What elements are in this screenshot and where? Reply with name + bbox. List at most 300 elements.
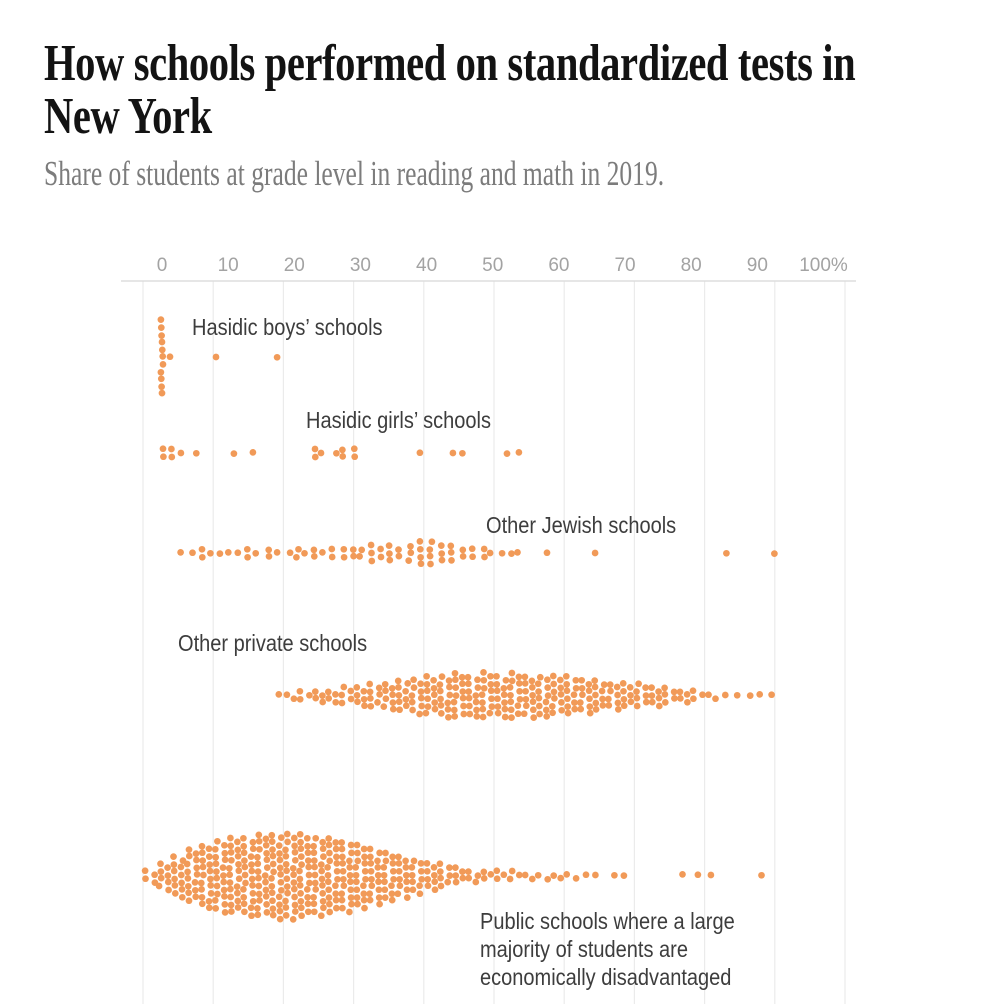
school-dot [240,886,247,893]
school-dot [486,710,493,717]
school-dot [206,853,213,860]
school-dot [214,838,221,845]
school-dot [479,691,486,698]
school-dot [165,872,172,879]
school-dot [338,839,345,846]
school-dot [158,316,165,323]
school-dot [254,854,261,861]
school-dot [156,883,163,890]
school-dot [409,707,416,714]
school-dot [250,890,257,897]
school-dot [168,446,175,453]
school-dot [516,872,523,879]
school-dot [459,680,466,687]
school-dot [194,871,201,878]
school-dot [431,685,438,692]
school-dot [319,699,326,706]
school-dot [599,702,606,709]
school-dot [438,710,445,717]
school-dot [621,702,628,709]
school-dot [712,695,719,702]
school-dot [255,883,262,890]
group-label-public-line-3: economically disadvantaged [480,964,732,990]
school-dot [320,853,327,860]
school-dot [475,684,482,691]
school-dot [213,868,220,875]
school-dot [544,676,551,683]
school-dot [346,858,353,865]
school-dot [535,872,542,879]
school-dot [411,684,418,691]
school-dot [170,853,177,860]
school-dot [577,699,584,706]
school-dot [263,850,270,857]
school-dot [332,890,339,897]
school-dot [427,561,434,568]
school-dot [515,710,522,717]
school-dot [250,898,257,905]
school-dot [425,882,432,889]
school-dot [390,876,397,883]
school-dot [378,554,385,561]
school-dot [627,692,634,699]
school-dot [214,883,221,890]
school-dot [487,871,494,878]
school-dot [312,872,319,879]
school-dot [722,692,729,699]
school-dot [171,876,178,883]
school-dot [252,550,259,557]
school-dot [621,872,628,879]
school-dot [509,868,516,875]
school-dot [222,856,229,863]
school-dot [234,549,241,556]
school-dot [549,703,556,710]
school-dot [557,875,564,882]
school-dot [264,864,271,871]
school-dot [591,677,598,684]
school-dot [507,876,514,883]
school-dot [417,890,424,897]
school-dot [409,864,416,871]
school-dot [514,549,521,556]
school-dot [250,845,257,852]
school-dot [319,839,326,846]
school-dot [268,832,275,839]
school-dot [386,557,393,564]
school-dot [437,688,444,695]
school-dot [424,687,431,694]
school-dot [579,685,586,692]
school-dot [381,878,388,885]
school-dot [310,843,317,850]
school-dot [262,879,269,886]
school-dot [319,890,326,897]
school-dot [564,687,571,694]
school-dot [276,842,283,849]
school-dot [601,681,608,688]
school-dot [382,894,389,901]
school-dot [334,876,341,883]
school-dot [587,710,594,717]
school-dot [159,339,166,346]
school-dot [292,857,299,864]
school-dot [325,689,332,696]
school-dot [410,676,417,683]
school-dot [192,893,199,900]
school-dot [423,710,430,717]
school-dot [382,681,389,688]
school-dot [662,699,669,706]
school-dot [292,902,299,909]
school-dot [325,695,332,702]
school-dot [282,847,289,854]
school-dot [493,681,500,688]
school-dot [375,878,382,885]
school-dot [207,876,214,883]
school-dot [522,872,529,879]
school-dot [255,875,262,882]
school-dot [158,375,165,382]
school-dot [368,550,375,557]
school-dot [319,692,326,699]
school-dot [583,871,590,878]
school-dot [212,905,219,912]
school-dot [298,904,305,911]
school-dot [705,691,712,698]
school-dot [268,875,275,882]
school-dot [192,887,199,894]
school-dot [695,871,702,878]
school-dot [656,695,663,702]
school-dot [142,867,149,874]
school-dot [290,871,297,878]
school-dot [227,843,234,850]
school-dot [172,882,179,889]
school-dot [348,696,355,703]
school-dot [522,680,529,687]
school-dot [184,869,191,876]
school-dot [376,685,383,692]
school-dot [255,868,262,875]
school-dot [605,696,612,703]
school-dot [362,868,369,875]
school-dot [157,860,164,867]
school-dot [448,557,455,564]
school-dot [241,900,248,907]
school-dot [374,858,381,865]
school-dot [171,861,178,868]
school-dot [324,864,331,871]
school-dot [185,875,192,882]
school-dot [368,882,375,889]
school-dot [564,703,571,710]
school-dot [360,882,367,889]
school-dot [445,706,452,713]
school-dot [529,678,536,685]
school-dot [407,543,414,550]
school-dot [333,846,340,853]
school-dot [185,889,192,896]
school-dot [165,887,172,894]
school-dot [270,912,277,919]
school-dot [320,904,327,911]
school-dot [198,880,205,887]
school-dot [495,703,502,710]
school-dot [339,854,346,861]
school-dot [220,879,227,886]
school-dot [274,549,281,556]
school-dot [395,854,402,861]
school-dot [276,850,283,857]
school-dot [178,872,185,879]
school-dot [758,872,765,879]
school-dot [366,681,373,688]
school-dot [228,849,235,856]
school-dot [165,879,172,886]
school-dot [256,846,263,853]
school-dot [671,689,678,696]
school-dot [544,549,551,556]
school-dot [212,854,219,861]
school-dot [158,383,165,390]
school-dot [383,695,390,702]
school-dot [403,878,410,885]
school-dot [256,838,263,845]
school-dot [254,911,261,918]
school-dot [264,909,271,916]
school-dot [536,703,543,710]
school-dot [367,860,374,867]
school-dot [634,695,641,702]
school-dot [460,553,467,560]
school-dot [304,843,311,850]
school-dot [193,850,200,857]
school-dot [325,878,332,885]
school-dot [501,691,508,698]
school-dot [231,450,238,457]
school-dot [734,692,741,699]
school-dot [437,860,444,867]
school-dot [171,868,178,875]
school-dot [333,860,340,867]
school-dot [768,691,775,698]
school-dot [530,714,537,721]
school-dot [423,673,430,680]
school-dot [158,369,165,376]
school-dot [254,860,261,867]
school-dot [283,904,290,911]
school-dot [573,875,580,882]
school-dot [573,685,580,692]
school-dot [305,849,312,856]
school-dot [319,549,326,556]
school-dot [500,871,507,878]
x-axis-tick-label-30: 30 [349,255,372,276]
school-dot [312,880,319,887]
school-dot [690,695,697,702]
school-dot [409,692,416,699]
school-dot [402,858,409,865]
school-dot [390,868,397,875]
school-dot [179,894,186,901]
school-dot [396,553,403,560]
school-dot [255,832,262,839]
school-dot [396,860,403,867]
school-dot [348,894,355,901]
school-dot [558,691,565,698]
school-dot [459,674,466,681]
school-dot [499,550,506,557]
school-dot [225,549,232,556]
school-dot [508,550,515,557]
school-dot [248,853,255,860]
school-dot [354,850,361,857]
school-dot [438,883,445,890]
group-label-hasidic-girls: Hasidic girls’ schools [306,407,491,433]
school-dot [284,691,291,698]
school-dot [502,706,509,713]
school-dot [684,699,691,706]
school-dot [234,898,241,905]
school-dot [586,687,593,694]
school-dot [509,670,516,677]
school-dot [466,711,473,718]
school-dot [142,875,149,882]
school-dot [374,699,381,706]
school-dot [507,684,514,691]
school-dot [200,872,207,879]
school-dot [160,453,167,460]
school-dot [212,897,219,904]
group-label-other-private: Other private schools [178,630,368,656]
school-dot [529,876,536,883]
school-dot [607,688,614,695]
school-dot [430,677,437,684]
school-dot [226,865,233,872]
school-dot [227,835,234,842]
school-dot [276,893,283,900]
x-axis-tick-label-20: 20 [283,255,305,276]
school-dot [396,876,403,883]
school-dot [241,857,248,864]
school-dot [481,875,488,882]
school-dot [311,547,318,554]
school-dot [269,846,276,853]
school-dot [353,878,360,885]
school-dot [635,680,642,687]
school-dot [297,688,304,695]
school-dot [236,875,243,882]
school-dot [381,872,388,879]
school-dot [278,879,285,886]
school-dot [550,872,557,879]
school-dot [301,550,308,557]
school-dot [368,542,375,549]
school-dot [311,908,318,915]
school-dot [367,703,374,710]
school-dot [347,688,354,695]
school-dot [354,901,361,908]
school-dot [186,897,193,904]
school-dot [207,882,214,889]
school-dot [472,879,479,886]
school-dot [354,894,361,901]
school-dot [543,713,550,720]
school-dot [405,557,412,564]
school-dot [437,696,444,703]
x-axis-tick-label-60: 60 [548,255,570,276]
school-dot [227,879,234,886]
school-dot [445,714,452,721]
school-dot [277,871,284,878]
school-dot [592,872,599,879]
school-dot [291,695,298,702]
school-dot [460,695,467,702]
school-dot [354,698,361,705]
school-dot [312,454,319,461]
school-dot [418,703,425,710]
school-dot [305,908,312,915]
school-dot [339,897,346,904]
school-dot [244,554,251,561]
school-dot [340,876,347,883]
school-dot [424,681,431,688]
school-dot [495,710,502,717]
school-dot [189,549,196,556]
school-dot [446,677,453,684]
school-dot [396,698,403,705]
school-dot [296,868,303,875]
x-axis-tick-label-100: 100% [799,255,848,276]
school-dot [517,696,524,703]
school-dot [444,700,451,707]
school-dot [516,680,523,687]
school-dot [446,872,453,879]
school-dot [431,878,438,885]
school-dot [270,905,277,912]
school-dot [550,681,557,688]
school-dot [403,864,410,871]
school-dot [504,450,511,457]
school-dot [397,882,404,889]
school-dot [333,854,340,861]
school-dot [459,875,466,882]
school-dot [394,890,401,897]
school-dot [475,872,482,879]
school-dot [348,842,355,849]
school-dot [221,887,228,894]
school-dot [431,691,438,698]
school-dot [427,553,434,560]
school-dot [530,698,537,705]
school-dot [410,886,417,893]
school-dot [529,684,536,691]
school-dot [500,685,507,692]
school-dot [298,845,305,852]
school-dot [159,347,166,354]
school-dot [374,864,381,871]
school-dot [332,882,339,889]
school-dot [352,864,359,871]
school-dot [269,838,276,845]
school-dot [586,695,593,702]
school-dot [708,872,715,879]
school-dot [368,868,375,875]
school-dot [332,699,339,706]
school-dot [452,670,459,677]
school-dot [341,554,348,561]
